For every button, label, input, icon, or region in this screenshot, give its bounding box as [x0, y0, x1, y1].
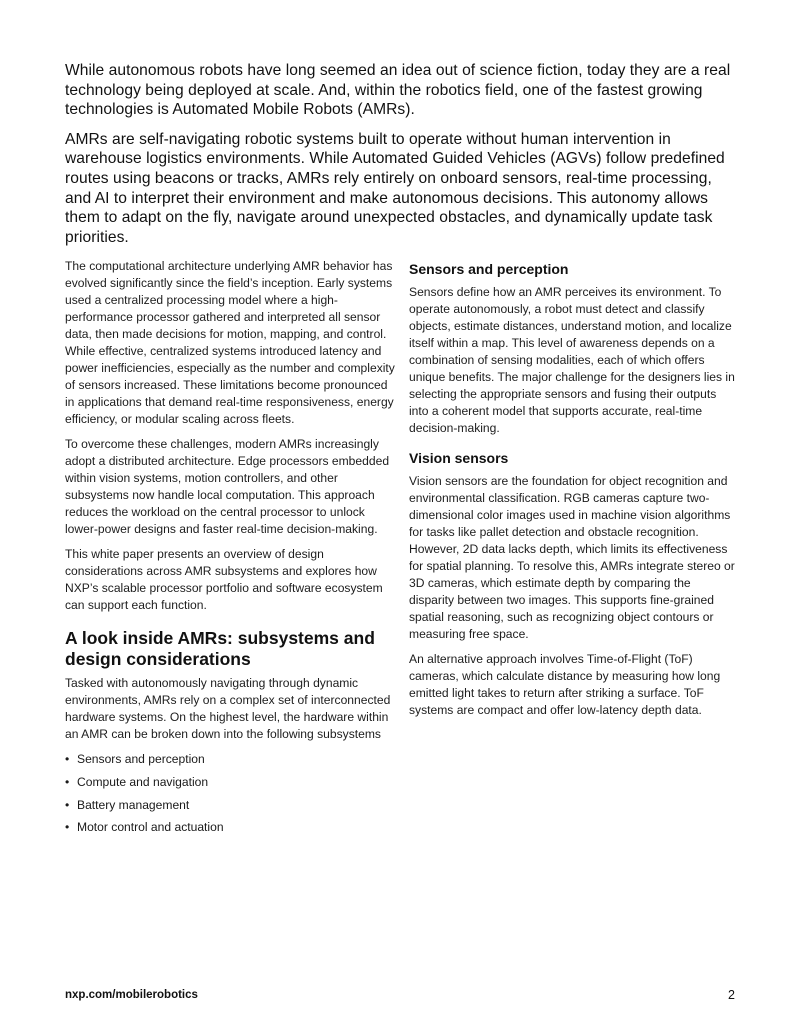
left-paragraph-4: Tasked with autonomously navigating through dynamic environments, AMRs rely on a complex set of interconnected hardware systems. On the highest level, the hardware within an AMR can be broken down into the following subsystems: [65, 676, 391, 741]
list-item-label: Motor control and actuation: [77, 820, 224, 835]
intro-paragraph-1: While autonomous robots have long seemed an idea out of science fiction, today they are a real technology being deployed at scale. And, within the robotics field, one of the fastest growing technologies is Automated Mobile Robots (AMRs).: [65, 62, 731, 119]
vision-sensors-heading: Vision sensors: [409, 450, 509, 466]
left-column: [65, 258, 395, 842]
right-paragraph-1: Sensors define how an AMR perceives its environment. To operate autonomously, a robot must detect and classify objects, estimate distances, understand motion, and localize itself within a map. This level of awareness depends on a combination of sensing modalities, each of which offers unique benefits. The major challenge for the designers lies in selecting the appropriate sensors and fusing their outputs into a coherent model that supports accurate, real-time decision-making.: [409, 285, 735, 435]
bullet-icon: •: [65, 752, 70, 766]
bullet-icon: •: [65, 774, 70, 789]
left-paragraph-3: This white paper presents an overview of design considerations across AMR subsystems and explores how NXP’s scalable processor portfolio and software ecosystem can support each function.: [65, 547, 383, 612]
section-heading: A look inside AMRs: subsystems and design considerations: [65, 628, 375, 669]
list-item-label: Battery management: [77, 797, 190, 812]
list-item: [65, 774, 395, 791]
intro-paragraph-2: AMRs are self-navigating robotic systems built to operate without human intervention in warehouse logistics environments. While Automated Guided Vehicles (AGVs) follow predefined routes using beacons or tracks, AMRs rely entirely on onboard sensors, real-time processing, and AI to interpret their environment and make autonomous decisions. This autonomy allows them to adapt on the fly, navigate around unexpected obstacles, and dynamically update task priorities.: [65, 130, 725, 246]
right-paragraph-3: An alternative approach involves Time-of-Flight (ToF) cameras, which calculate distance by measuring how long emitted light takes to return after striking a surface. ToF systems are compact and offer low-latency depth data.: [409, 652, 721, 717]
list-item-label: Compute and navigation: [77, 774, 209, 789]
right-column: [409, 258, 739, 727]
right-paragraph-2: Vision sensors are the foundation for object recognition and environmental classification. RGB cameras capture two-dimensional color images used in machine vision algorithms for tasks like pallet detection and obstacle recognition. However, 2D data lacks depth, which limits its effectiveness for spatial planning. To resolve this, AMRs integrate stereo or 3D cameras, which estimate depth by comparing the disparity between two images. This supports fine-grained spatial reasoning, such as recognizing object contours or measuring free space.: [409, 474, 735, 641]
bullet-icon: •: [65, 797, 70, 812]
subsystem-list: [65, 751, 395, 836]
bullet-icon: •: [65, 820, 70, 835]
list-item-label: Sensors and perception: [77, 752, 205, 766]
footer-url-link[interactable]: nxp.com/mobilerobotics: [65, 989, 198, 1001]
page-number: 2: [728, 988, 735, 1002]
left-paragraph-1: The computational architecture underlying AMR behavior has evolved significantly since the field’s inception. Early systems used a centralized processing model where a high-performance processor gathered and interpreted all sensor data, then made decisions for motion, mapping, and control. While effective, centralized systems introduced latency and power inefficiencies, especially as the number and complexity of sensors increased. These limitations become pronounced in applications that demand real-time responsiveness, energy efficiency, or modular scaling across fleets.: [65, 259, 395, 426]
sensors-heading: Sensors and perception: [409, 261, 569, 277]
intro: [65, 61, 735, 257]
page-footer: [65, 988, 735, 1002]
list-item: [65, 819, 395, 836]
list-item: [65, 797, 395, 814]
left-paragraph-2: To overcome these challenges, modern AMRs increasingly adopt a distributed architecture. Edge processors embedded within vision systems, motion controllers, and other subsystems now handle local computation. This approach reduces the workload on the central processor to unlock lower-power designs and faster real-time decision-making.: [65, 437, 390, 536]
list-item: [65, 751, 395, 768]
